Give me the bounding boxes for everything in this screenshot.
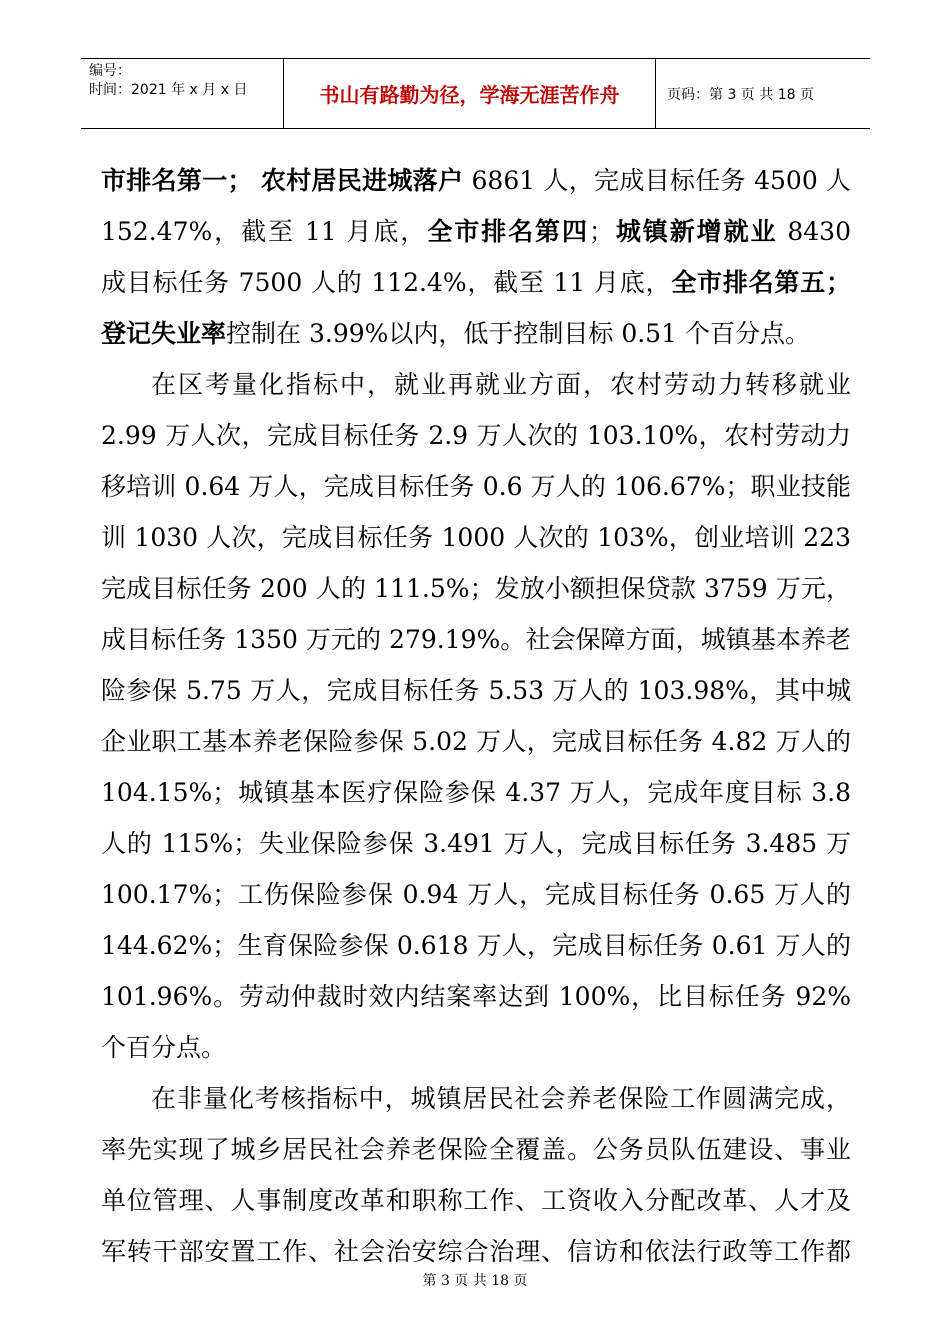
text-line (101, 257, 851, 308)
text-line (101, 359, 851, 410)
text-line (101, 971, 851, 1022)
text-run: 控制在 3.99%以内，低于控制目标 0.51 个百分点。 (226, 319, 810, 348)
emphasis-text: 全市排名第五； (671, 268, 851, 297)
text-line (101, 614, 851, 665)
text-run: 企业职工基本养老保险参保 5.02 万人，完成目标任务 4.82 万人的 (101, 727, 851, 756)
text-line (101, 461, 851, 512)
text-run: 人的 115%；失业保险参保 3.491 万人，完成目标任务 3.485 万 (101, 829, 851, 858)
text-run: 移培训 0.64 万人，完成目标任务 0.6 万人的 106.67%；职业技能 (101, 472, 851, 501)
text-run: 101.96%。劳动仲裁时效内结案率达到 100%，比目标任务 92% (101, 982, 851, 1011)
emphasis-text: 登记失业率 (101, 319, 227, 348)
header-meta (81, 59, 284, 128)
text-run: 8430 (787, 217, 851, 246)
text-line (101, 869, 851, 920)
text-run: ； (588, 217, 614, 246)
text-line (101, 1124, 851, 1175)
serial-label: 编号： (89, 63, 131, 79)
text-line (101, 767, 851, 818)
header-motto: 书山有路勤为径，学海无涯苦作舟 (284, 59, 656, 128)
text-run: 险参保 5.75 万人，完成目标任务 5.53 万人的 103.98%，其中城 (101, 676, 851, 705)
document-body (101, 155, 851, 1277)
page-header (81, 58, 870, 129)
emphasis-text: 城镇新增就业 (613, 217, 778, 246)
text-line (101, 1022, 851, 1073)
text-line (101, 716, 851, 767)
text-run: 成目标任务 7500 人的 112.4%，截至 11 月底， (101, 268, 672, 297)
text-run: 成目标任务 1350 万元的 279.19%。社会保障方面，城镇基本养老 (101, 625, 851, 654)
page-footer: 第 3 页 共 18 页 (422, 1273, 528, 1289)
text-line (101, 665, 851, 716)
text-run: 单位管理、人事制度改革和职称工作、工资收入分配改革、人才及 (101, 1186, 851, 1215)
text-line (101, 155, 851, 206)
emphasis-text: 农村居民进城落户 (260, 166, 464, 195)
text-run: 个百分点。 (101, 1033, 227, 1062)
text-run: 104.15%；城镇基本医疗保险参保 4.37 万人，完成年度目标 3.8 (101, 778, 851, 807)
text-line (101, 512, 851, 563)
header-page-info: 页码：第 3 页 共 18 页 (667, 86, 814, 103)
text-run: 100.17%；工伤保险参保 0.94 万人，完成目标任务 0.65 万人的 (101, 880, 851, 909)
text-line (101, 818, 851, 869)
text-run: 152.47%，截至 11 月底， (101, 217, 428, 246)
emphasis-text: 全市排名第四 (427, 217, 589, 246)
time-label: 时间：2021 年 x 月 x 日 (89, 82, 248, 98)
text-run: 率先实现了城乡居民社会养老保险全覆盖。公务员队伍建设、事业 (101, 1135, 851, 1164)
text-run: 在区考量化指标中，就业再就业方面，农村劳动力转移就业 (151, 370, 851, 399)
text-run: 144.62%；生育保险参保 0.618 万人，完成目标任务 0.61 万人的 (101, 931, 851, 960)
text-run: 6861 人，完成目标任务 4500 人 (471, 166, 851, 195)
text-run: 2.99 万人次，完成目标任务 2.9 万人次的 103.10%，农村劳动力 (101, 421, 851, 450)
text-line (101, 563, 851, 614)
text-line (101, 1073, 851, 1124)
text-run: 完成目标任务 200 人的 111.5%；发放小额担保贷款 3759 万元， (101, 574, 851, 603)
text-line (101, 308, 851, 359)
text-run (253, 166, 261, 195)
text-line (101, 206, 851, 257)
text-line (101, 1175, 851, 1226)
text-run: 军转干部安置工作、社会治安综合治理、信访和依法行政等工作都 (101, 1237, 851, 1266)
text-line (101, 920, 851, 971)
text-line (101, 410, 851, 461)
text-run: 在非量化考核指标中，城镇居民社会养老保险工作圆满完成， (151, 1084, 851, 1113)
text-run: 训 1030 人次，完成目标任务 1000 人次的 103%，创业培训 223 (101, 523, 851, 552)
emphasis-text: 市排名第一； (101, 166, 253, 195)
